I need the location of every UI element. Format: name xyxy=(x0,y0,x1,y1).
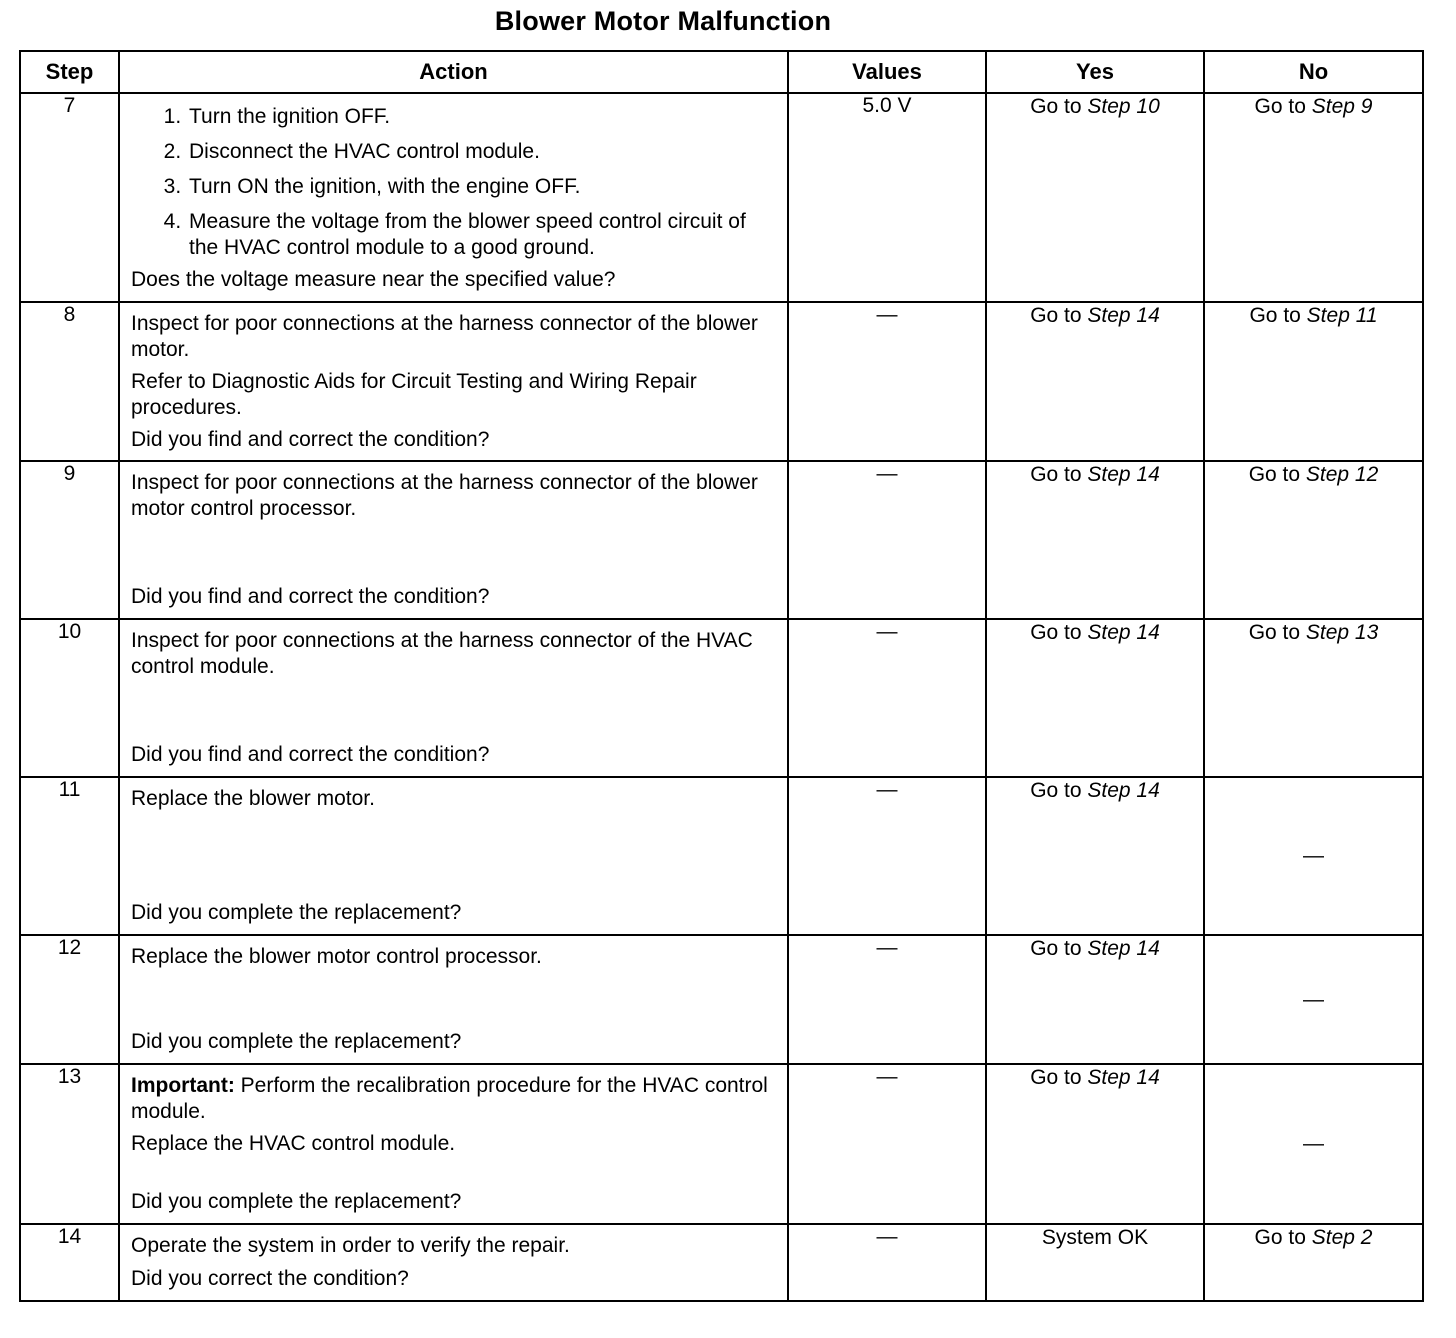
action-text: Inspect for poor connections at the harness connector of the blower motor. xyxy=(131,312,758,361)
important-text: Perform the recalibration procedure for the HVAC control module. xyxy=(131,1074,768,1123)
header-no: No xyxy=(1204,51,1423,93)
action-cell xyxy=(119,619,788,777)
action-cell xyxy=(119,1064,788,1224)
action-question: Did you complete the replacement? xyxy=(131,1190,462,1213)
list-item: 2. Disconnect the HVAC control module. xyxy=(187,139,779,165)
table-row xyxy=(20,93,1423,302)
action-cell xyxy=(119,1224,788,1301)
yes-cell xyxy=(986,93,1204,302)
action-cell xyxy=(119,461,788,619)
action-question: Did you complete the replacement? xyxy=(131,901,462,924)
yes-prefix: Go to xyxy=(1030,779,1088,802)
step-number: 13 xyxy=(20,1064,119,1224)
list-item: 4. Measure the voltage from the blower speed control circuit of the HVAC control module to a good ground. xyxy=(187,209,779,261)
action-text: Inspect for poor connections at the harness connector of the blower motor control processor. xyxy=(131,471,758,520)
yes-cell xyxy=(986,935,1204,1064)
yes-prefix: Go to xyxy=(1030,1066,1088,1089)
yes-prefix: Go to xyxy=(1030,95,1088,118)
action-question: Did you complete the replacement? xyxy=(131,1030,462,1053)
action-list xyxy=(131,104,779,261)
value-cell: — xyxy=(788,935,986,1064)
header-row xyxy=(20,51,1423,93)
no-step-link[interactable]: Step 13 xyxy=(1305,621,1379,644)
header-yes: Yes xyxy=(986,51,1204,93)
yes-cell: System OK xyxy=(986,1224,1204,1301)
yes-cell xyxy=(986,1064,1204,1224)
yes-cell xyxy=(986,461,1204,619)
yes-prefix: Go to xyxy=(1030,463,1088,486)
step-number: 11 xyxy=(20,777,119,935)
action-text: Replace the blower motor control processor. xyxy=(131,945,542,968)
list-item: 3. Turn ON the ignition, with the engine OFF. xyxy=(187,174,779,200)
important-note xyxy=(131,1073,779,1125)
important-label: Important: xyxy=(131,1074,235,1097)
table-row xyxy=(20,777,1423,935)
table-row xyxy=(20,935,1423,1064)
step-number: 9 xyxy=(20,461,119,619)
no-prefix: Go to xyxy=(1254,1226,1312,1249)
header-values: Values xyxy=(788,51,986,93)
table-row xyxy=(20,1064,1423,1224)
no-prefix: Go to xyxy=(1249,304,1307,327)
value-cell: — xyxy=(788,461,986,619)
no-cell xyxy=(1204,619,1423,777)
action-text: Inspect for poor connections at the harness connector of the HVAC control module. xyxy=(131,629,753,678)
step-number: 7 xyxy=(20,93,119,302)
no-cell xyxy=(1204,302,1423,461)
yes-cell xyxy=(986,777,1204,935)
yes-step-link[interactable]: Step 14 xyxy=(1087,937,1160,960)
no-step-link[interactable]: Step 2 xyxy=(1311,1226,1373,1249)
action-text: Refer to Diagnostic Aids for Circuit Testing and Wiring Repair procedures. xyxy=(131,370,697,419)
no-prefix: Go to xyxy=(1248,463,1306,486)
yes-cell xyxy=(986,619,1204,777)
value-cell: — xyxy=(788,302,986,461)
yes-step-link[interactable]: Step 10 xyxy=(1087,95,1160,118)
page-title: Blower Motor Malfunction xyxy=(494,6,832,36)
table-row xyxy=(20,461,1423,619)
header-step: Step xyxy=(20,51,119,93)
no-cell xyxy=(1204,93,1423,302)
action-text: Replace the HVAC control module. xyxy=(131,1132,456,1155)
yes-step-link[interactable]: Step 14 xyxy=(1087,463,1160,486)
value-cell: — xyxy=(788,777,986,935)
value-cell: — xyxy=(788,1224,986,1301)
yes-prefix: Go to xyxy=(1030,304,1088,327)
no-cell: — xyxy=(1204,935,1423,1064)
diagnostic-table xyxy=(19,50,1424,1302)
no-prefix: Go to xyxy=(1254,95,1312,118)
header-action: Action xyxy=(119,51,788,93)
table-row xyxy=(20,619,1423,777)
list-item: 1. Turn the ignition OFF. xyxy=(187,104,779,130)
step-number: 8 xyxy=(20,302,119,461)
no-cell xyxy=(1204,461,1423,619)
no-step-link[interactable]: Step 12 xyxy=(1305,463,1379,486)
action-cell xyxy=(119,302,788,461)
yes-prefix: Go to xyxy=(1030,621,1088,644)
table-row xyxy=(20,302,1423,461)
action-cell xyxy=(119,93,788,302)
no-prefix: Go to xyxy=(1248,621,1306,644)
no-cell xyxy=(1204,1224,1423,1301)
action-text: Replace the blower motor. xyxy=(131,787,375,810)
yes-cell xyxy=(986,302,1204,461)
action-cell xyxy=(119,935,788,1064)
action-question: Did you find and correct the condition? xyxy=(131,743,490,766)
no-cell: — xyxy=(1204,1064,1423,1224)
value-cell: — xyxy=(788,619,986,777)
action-question: Did you correct the condition? xyxy=(131,1267,409,1290)
value-cell: — xyxy=(788,1064,986,1224)
no-cell: — xyxy=(1204,777,1423,935)
yes-step-link[interactable]: Step 14 xyxy=(1087,1066,1160,1089)
no-step-link[interactable]: Step 9 xyxy=(1311,95,1373,118)
yes-step-link[interactable]: Step 14 xyxy=(1087,304,1160,327)
action-question: Did you find and correct the condition? xyxy=(131,585,490,608)
action-text: Operate the system in order to verify the repair. xyxy=(131,1234,570,1257)
value-cell: 5.0 V xyxy=(788,93,986,302)
table-row xyxy=(20,1224,1423,1301)
yes-step-link[interactable]: Step 14 xyxy=(1087,779,1160,802)
action-question: Does the voltage measure near the specified value? xyxy=(131,268,616,291)
yes-prefix: Go to xyxy=(1030,937,1088,960)
step-number: 14 xyxy=(20,1224,119,1301)
action-question: Did you find and correct the condition? xyxy=(131,428,490,451)
no-step-link[interactable]: Step 11 xyxy=(1306,304,1378,327)
yes-step-link[interactable]: Step 14 xyxy=(1087,621,1160,644)
step-number: 10 xyxy=(20,619,119,777)
step-number: 12 xyxy=(20,935,119,1064)
action-cell xyxy=(119,777,788,935)
